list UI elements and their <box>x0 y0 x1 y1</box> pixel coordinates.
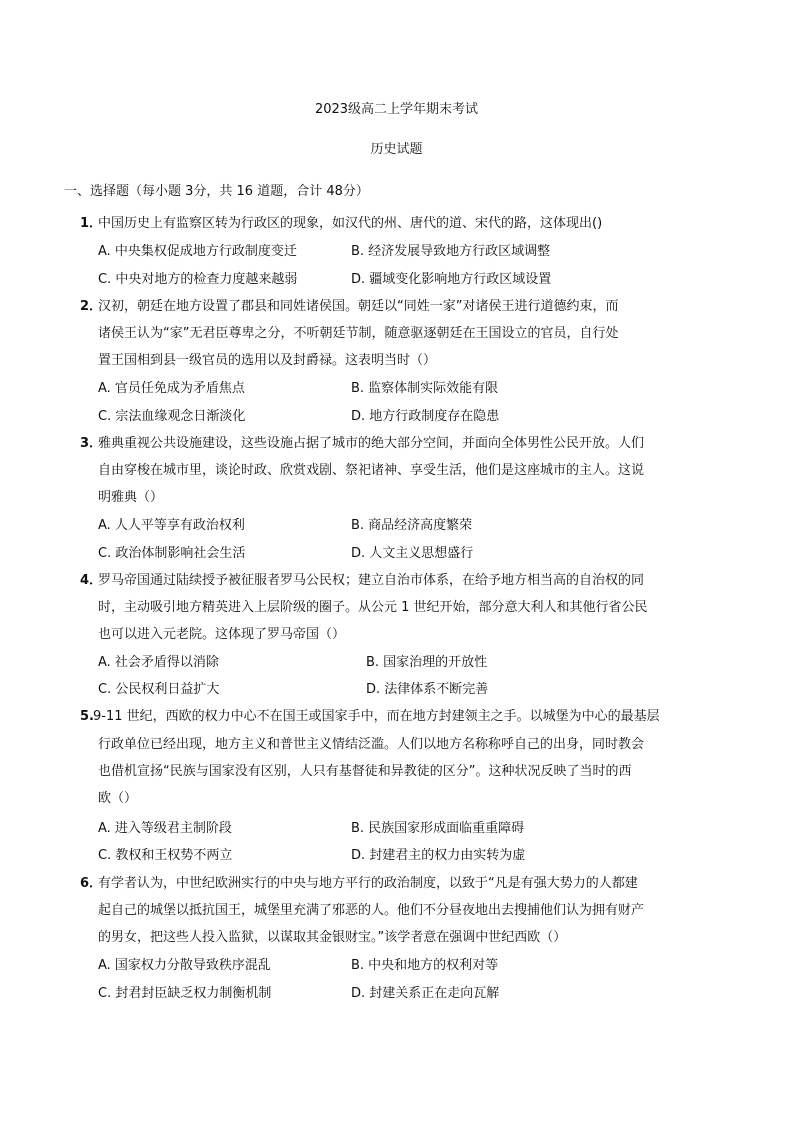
question-4-option-b[interactable]: B. 国家治理的开放性 <box>366 655 488 670</box>
question-3-option-c[interactable]: C. 政治体制影响社会生活 <box>98 546 246 561</box>
question-3-stem-line-3: 明雅典（） <box>98 490 164 505</box>
question-4-option-a[interactable]: A. 社会矛盾得以消除 <box>98 655 219 670</box>
question-5-option-b[interactable]: B. 民族国家形成面临重重障碍 <box>351 821 525 836</box>
question-6-number: 6． <box>80 876 103 891</box>
question-3-option-d[interactable]: D. 人文主义思想盛行 <box>351 546 474 561</box>
question-1-option-b[interactable]: B. 经济发展导致地方行政区域调整 <box>351 244 551 259</box>
question-2-number: 2． <box>80 299 103 314</box>
question-6-stem-line-1: 有学者认为，中世纪欧洲实行的中央与地方平行的政治制度，以致于“凡是有强大势力的人都建 <box>98 876 638 891</box>
question-5-stem-line-2: 行政单位已经出现，地方主义和普世主义情结泛滥。人们以地方名称称呼自己的出身，同时教会 <box>98 737 645 752</box>
question-5-option-d[interactable]: D. 封建君主的权力由实转为虚 <box>351 848 526 863</box>
question-2-option-a[interactable]: A. 官员任免成为矛盾焦点 <box>98 381 245 396</box>
question-3-option-b[interactable]: B. 商品经济高度繁荣 <box>351 518 473 533</box>
exam-subject: 历史试题 <box>370 142 423 157</box>
question-3-option-a[interactable]: A. 人人平等享有政治权利 <box>98 518 245 533</box>
question-4-stem-line-1: 罗马帝国通过陆续授予被征服者罗马公民权；建立自治市体系，在给予地方相当高的自治权的同 <box>98 573 645 588</box>
question-6-stem-line-2: 起自己的城堡以抵抗国王，城堡里充满了邪恶的人。他们不分昼夜地出去搜捕他们认为拥有财产 <box>98 903 645 918</box>
question-2-stem-line-3: 置王国相到县一级官员的选用以及封爵禄。这表明当时（） <box>98 353 437 368</box>
question-5-stem-line-4: 欧（） <box>98 791 138 806</box>
question-5-number: 5. <box>80 709 94 724</box>
question-1-option-a[interactable]: A. 中央集权促成地方行政制度变迁 <box>98 244 297 259</box>
section-heading: 一、选择题（每小题 3分，共 16 道题，合计 48分） <box>64 184 369 199</box>
question-2-option-d[interactable]: D. 地方行政制度存在隐患 <box>351 409 500 424</box>
question-4-option-c[interactable]: C. 公民权利日益扩大 <box>98 682 220 697</box>
question-6-option-a[interactable]: A. 国家权力分散导致秩序混乱 <box>98 958 271 973</box>
exam-title: 2023级高二上学年期末考试 <box>314 102 479 117</box>
question-5-option-a[interactable]: A. 进入等级君主制阶段 <box>98 821 232 836</box>
question-4-option-d[interactable]: D. 法律体系不断完善 <box>366 682 489 697</box>
question-1-option-d[interactable]: D. 疆域变化影响地方行政区域设置 <box>351 272 552 287</box>
question-2-stem-line-1: 汉初，朝廷在地方设置了郡县和同姓诸侯国。朝廷以“同姓一家”对诸侯王进行道德约束，而 <box>98 299 619 314</box>
question-1-number: 1． <box>80 216 103 231</box>
question-6-option-b[interactable]: B. 中央和地方的权利对等 <box>351 958 499 973</box>
question-3-stem-line-2: 自由穿梭在城市里，谈论时政、欣赏戏剧、祭祀诸神、享受生活，他们是这座城市的主人。这说 <box>98 463 645 478</box>
question-3-number: 3． <box>80 436 103 451</box>
question-1-option-c[interactable]: C. 中央对地方的检查力度越来越弱 <box>98 272 298 287</box>
question-4-number: 4． <box>80 573 103 588</box>
question-4-stem-line-3: 也可以进入元老院。这体现了罗马帝国（） <box>98 627 346 642</box>
question-1-stem: 中国历史上有监察区转为行政区的现象，如汉代的州、唐代的道、宋代的路，这体现出() <box>98 216 603 231</box>
question-6-option-c[interactable]: C. 封君封臣缺乏权力制衡机制 <box>98 986 272 1001</box>
question-4-stem-line-2: 时，主动吸引地方精英进入上层阶级的圈子。从公元 1 世纪开始，部分意大利人和其他行省公民 <box>98 600 648 615</box>
question-6-stem-line-3: 的男女，把这些人投入监狱，以谋取其金银财宝。”该学者意在强调中世纪西欧（） <box>98 930 567 945</box>
question-6-option-d[interactable]: D. 封建关系正在走向瓦解 <box>351 986 500 1001</box>
question-5-stem-line-3: 也借机宣扬“民族与国家没有区别，人只有基督徒和异教徒的区分”。这种状况反映了当时的西 <box>98 764 632 779</box>
question-2-option-c[interactable]: C. 宗法血缘观念日渐淡化 <box>98 409 246 424</box>
question-5-stem-line-1: 9-11 世纪，西欧的权力中心不在国王或国家手中，而在地方封建领主之手。以城堡为中心的最基层 <box>93 709 660 724</box>
question-5-option-c[interactable]: C. 教权和王权势不两立 <box>98 848 233 863</box>
question-3-stem-line-1: 雅典重视公共设施建设，这些设施占据了城市的绝大部分空间，并面向全体男性公民开放。人们 <box>98 436 645 451</box>
question-2-stem-line-2: 诸侯王认为“家”无君臣尊卑之分，不听朝廷节制，随意驱逐朝廷在王国设立的官员，自行处 <box>98 326 619 341</box>
question-2-option-b[interactable]: B. 监察体制实际效能有限 <box>351 381 499 396</box>
